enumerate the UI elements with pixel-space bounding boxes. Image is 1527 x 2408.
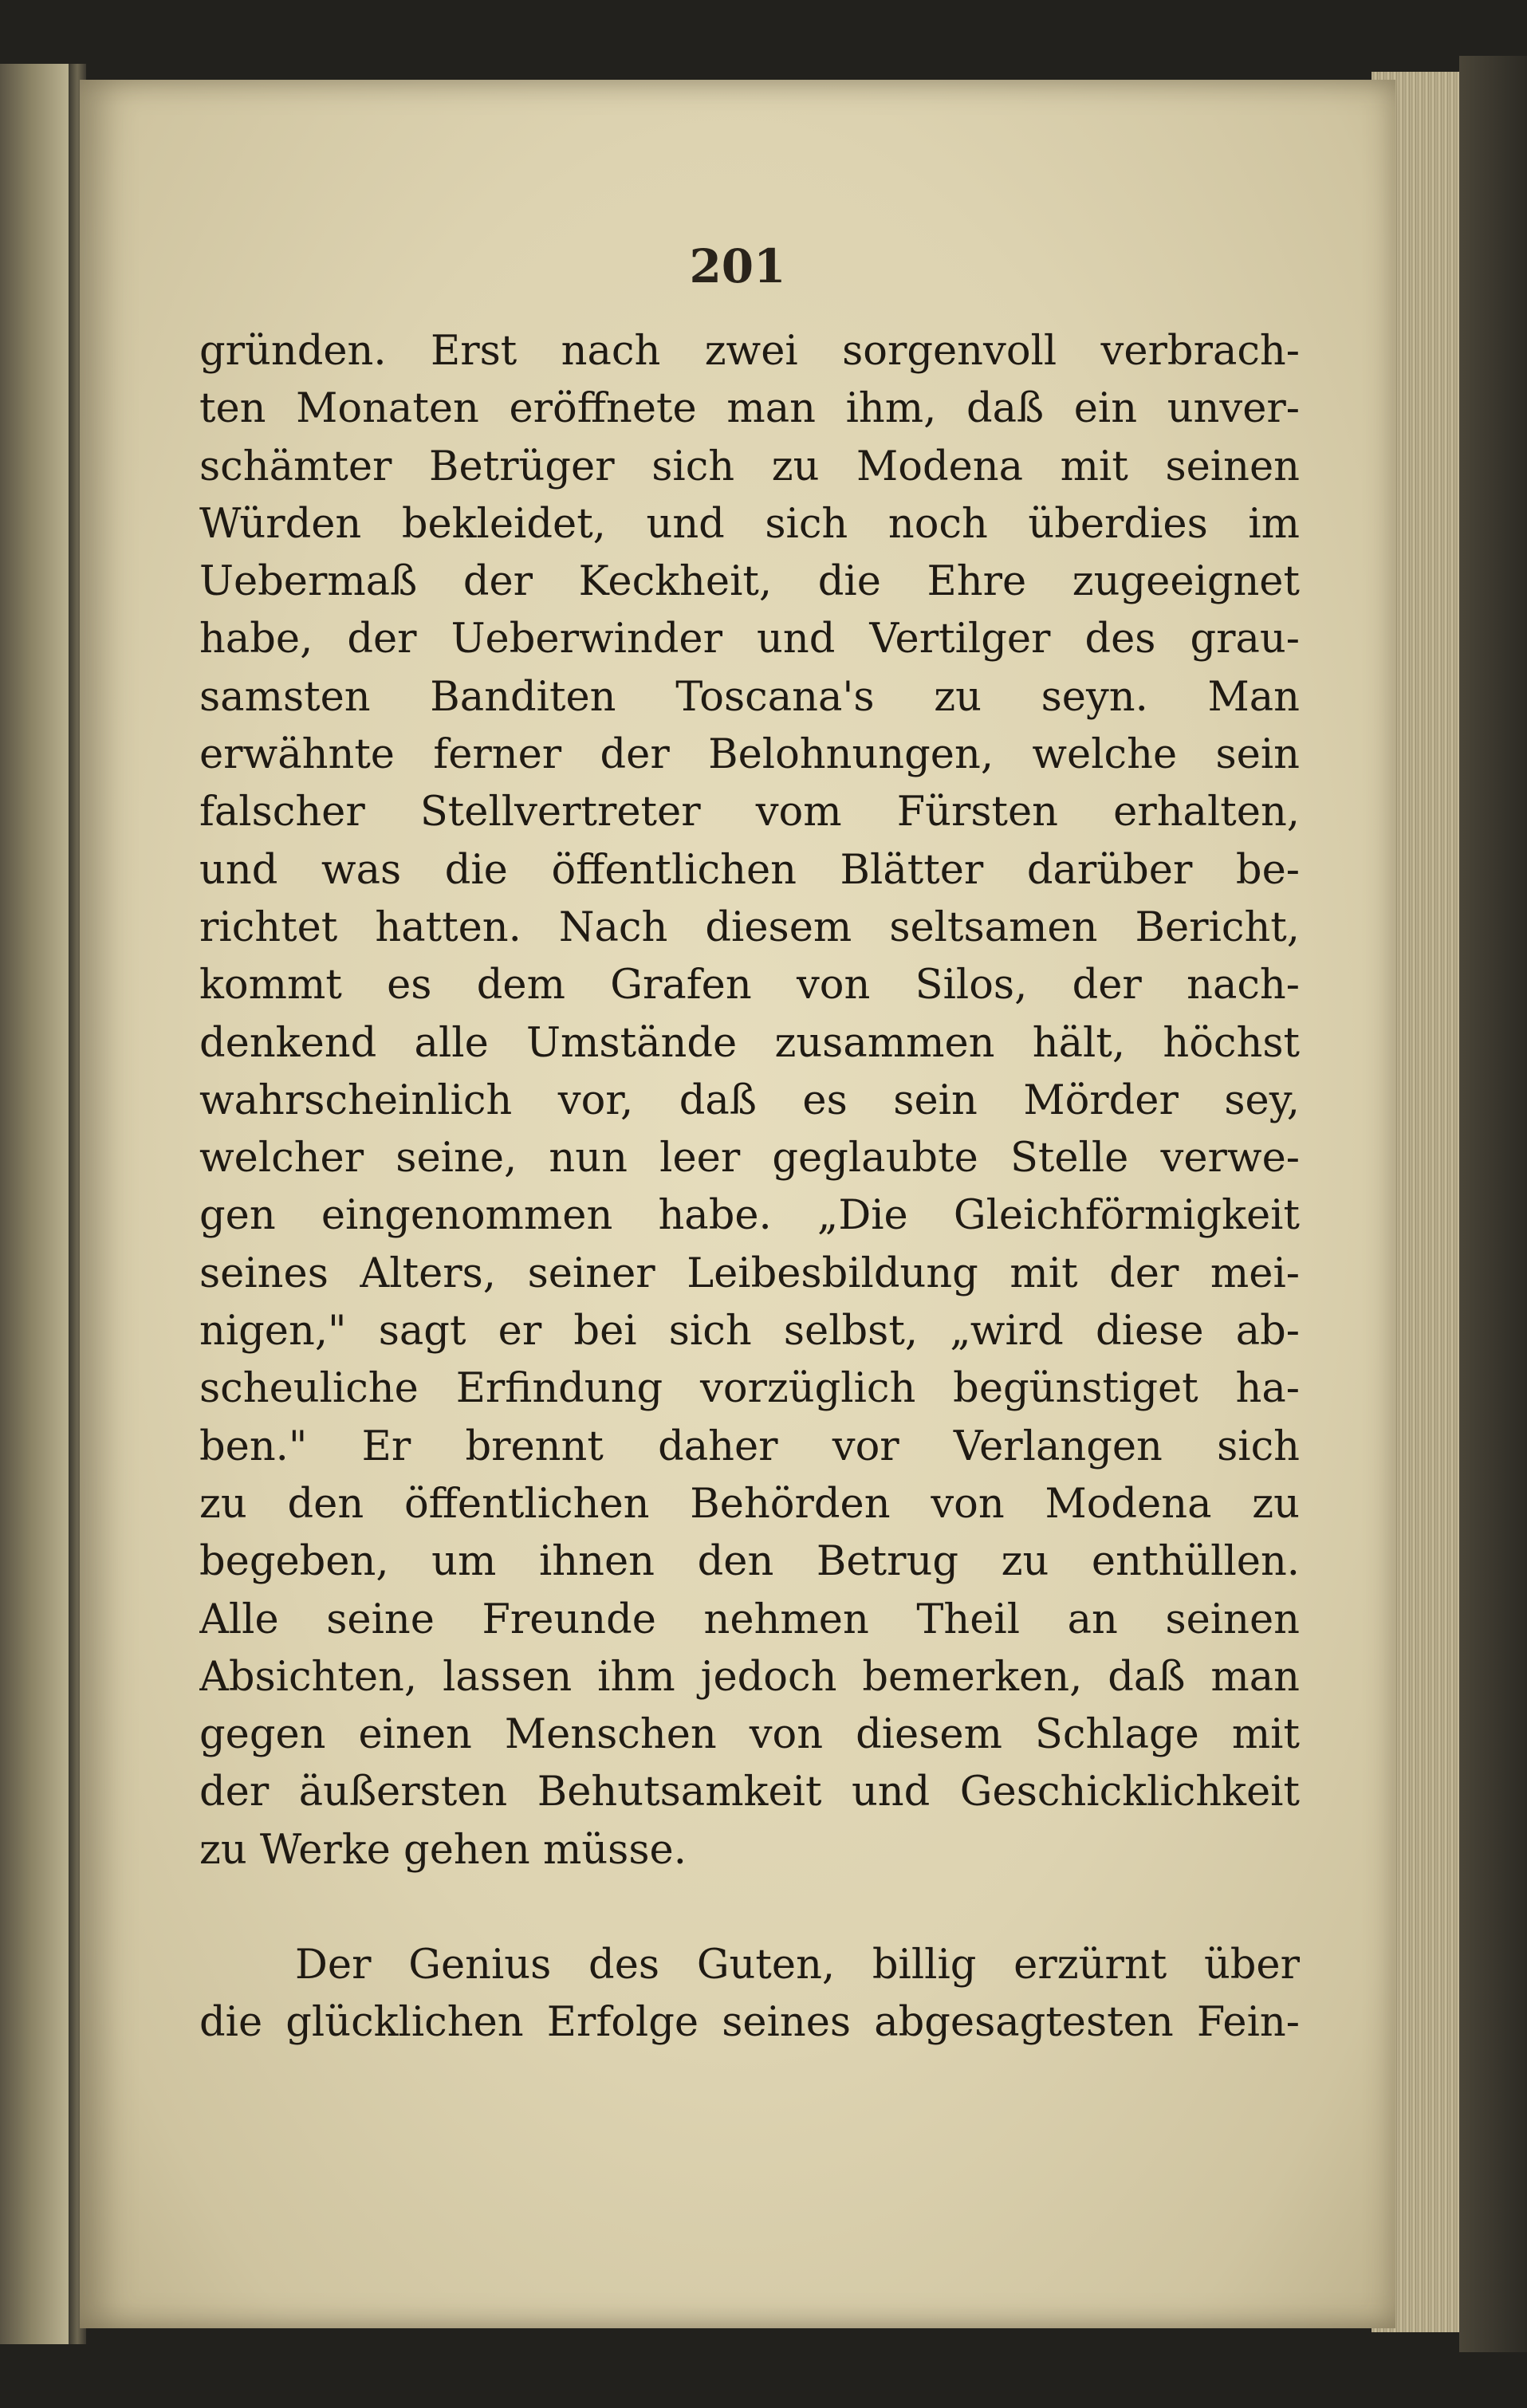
facing-page-edge — [0, 64, 80, 2344]
text-line: erwähnte ferner der Belohnungen, welche sein — [199, 731, 1300, 779]
text-line: Alle seine Freunde nehmen Theil an seinen — [199, 1595, 1300, 1643]
text-line: zu den öffentlichen Behörden von Modena zu — [199, 1480, 1300, 1528]
text-line: und was die öffentlichen Blätter darüber be- — [199, 846, 1300, 894]
text-line: samsten Banditen Toscana's zu seyn. Man — [199, 673, 1300, 721]
text-line: begeben, um ihnen den Betrug zu enthüllen. — [199, 1538, 1300, 1586]
text-line: nigen," sagt er bei sich selbst, „wird diese ab- — [199, 1308, 1300, 1355]
text-line: Der Genius des Guten, billig erzürnt über — [295, 1942, 1300, 1989]
text-line: habe, der Ueberwinder und Vertilger des grau- — [199, 616, 1300, 663]
text-line: ben." Er brennt daher vor Verlangen sich — [199, 1422, 1300, 1470]
page-number: 201 — [689, 239, 786, 293]
text-line: Uebermaß der Keckheit, die Ehre zugeeignet — [199, 558, 1300, 606]
text-line: ten Monaten eröffnete man ihm, daß ein unver- — [199, 385, 1300, 433]
text-line: wahrscheinlich vor, daß es sein Mörder sey, — [199, 1076, 1300, 1124]
text-line: die glücklichen Erfolge seines abgesagtesten Fein- — [199, 1999, 1300, 2047]
text-line: denkend alle Umstände zusammen hält, höchst — [199, 1019, 1300, 1067]
paragraph-1 — [199, 323, 1300, 1879]
paragraph-2 — [199, 1937, 1300, 2052]
text-line: Würden bekleidet, und sich noch überdies im — [199, 500, 1300, 548]
text-line: seines Alters, seiner Leibesbildung mit der mei- — [199, 1249, 1300, 1297]
book-cover-edge — [1459, 56, 1527, 2352]
book-page — [80, 80, 1395, 2328]
text-line: gegen einen Menschen von diesem Schlage mit — [199, 1711, 1300, 1759]
text-line: schämter Betrüger sich zu Modena mit seinen — [199, 443, 1300, 490]
text-line: gen eingenommen habe. „Die Gleichförmigkeit — [199, 1192, 1300, 1240]
text-line: Absichten, lassen ihm jedoch bemerken, daß man — [199, 1653, 1300, 1701]
text-line: kommt es dem Grafen von Silos, der nach- — [199, 962, 1300, 1009]
text-line: richtet hatten. Nach diesem seltsamen Bericht, — [199, 903, 1300, 951]
paragraph-gap — [199, 1879, 1300, 1937]
text-line: scheuliche Erfindung vorzüglich begünstiget ha- — [199, 1365, 1300, 1413]
text-line: zu Werke gehen müsse. — [199, 1826, 687, 1874]
text-line: gründen. Erst nach zwei sorgenvoll verbrach- — [199, 328, 1300, 375]
page-body — [199, 323, 1300, 2052]
text-line: falscher Stellvertreter vom Fürsten erhalten, — [199, 789, 1300, 836]
text-line: welcher seine, nun leer geglaubte Stelle verwe- — [199, 1135, 1300, 1182]
text-line: der äußersten Behutsamkeit und Geschicklichkeit — [199, 1769, 1300, 1816]
